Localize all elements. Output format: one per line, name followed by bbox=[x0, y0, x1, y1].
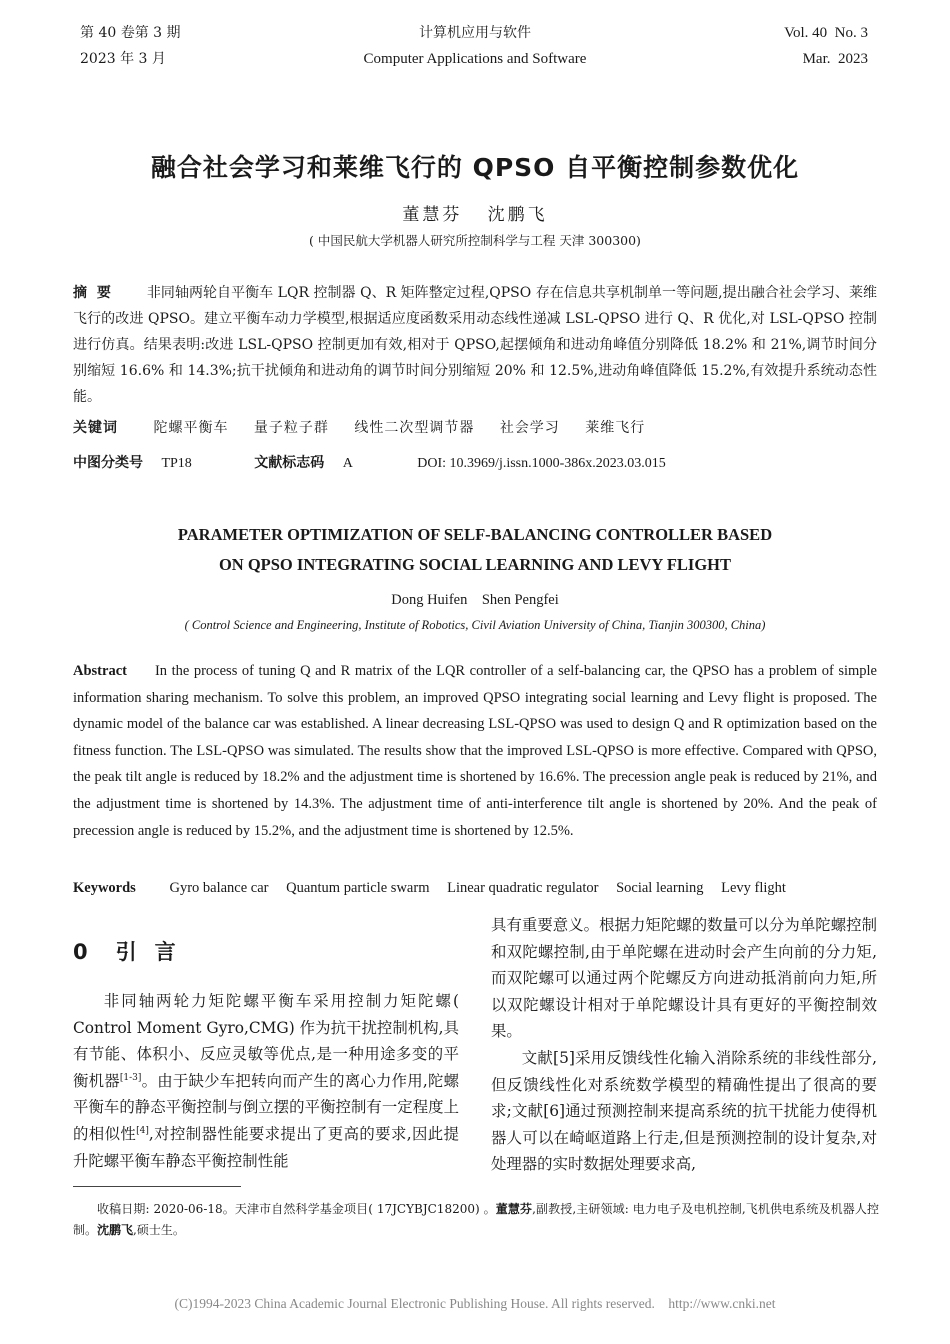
authors-cn: 董慧芬 沈鹏飞 bbox=[402, 205, 548, 225]
body-left-column bbox=[73, 988, 459, 1174]
clc-value: TP18 bbox=[161, 456, 192, 471]
section-number: 0 bbox=[73, 940, 106, 964]
citation[interactable]: [1-3] bbox=[119, 1072, 142, 1083]
footnote bbox=[73, 1199, 879, 1241]
keyword-cn-item: 陀螺平衡车 bbox=[153, 420, 229, 436]
body-right-column bbox=[491, 912, 877, 1178]
journal-volume-cn: 第 40 卷第 3 期 bbox=[80, 25, 181, 41]
keyword-en-item: Quantum particle swarm bbox=[286, 880, 430, 896]
body-text: 。由于缺少车把转向而产生的离心力作用,陀螺平衡车的静态平衡控制与倒立摆的平衡控制有一定程度上的相似性 bbox=[73, 1071, 459, 1143]
body-text: ,对控制器性能要求提出了更高的要求,因此提升陀螺平衡车静态平衡控制性能 bbox=[73, 1124, 459, 1170]
authors-en: Dong Huifen Shen Pengfei bbox=[391, 592, 559, 608]
footnote-author2-info: ,硕士生。 bbox=[133, 1223, 185, 1237]
section-title: 引言 bbox=[115, 940, 194, 964]
abstract-cn-text: 非同轴两轮自平衡车 LQR 控制器 Q、R 矩阵整定过程,QPSO 存在信息共享机制单一等问题,提出融合社会学习、莱维飞行的改进 QPSO。建立平衡车动力学模型,根据适应度函数采用动态线性递减 LSL-QPSO 进行 Q、R 优化,对 LSL-QPSO 控制进行仿真。结果表明:改进 LSL-QPSO 控制更加有效,相对于 QPSO,起摆倾角和进动角峰值分别降低 18.2% 和 21%,调节时间分别缩短 16.6% 和 14.3%;抗干扰倾角和进动角的调节时间分别缩短 20% 和 12.5%,进动角峰值降低 15.2%,有效提升系统动态性能。 bbox=[73, 285, 878, 405]
journal-name-cn: 计算机应用与软件 bbox=[419, 25, 531, 41]
abstract-cn-label: 摘 要 bbox=[73, 285, 111, 301]
body-paragraph: 文献[5]采用反馈线性化输入消除系统的非线性部分,但反馈线性化对系统数学模型的精确性提出了很高的要求;文献[6]通过预测控制来提高系统的抗干扰能力使得机器人可以在崎岖道路上行走,但是预测控制的设计复杂,对处理器的实时数据处理要求高, bbox=[491, 1048, 877, 1174]
clc-label: 中图分类号 bbox=[73, 455, 143, 471]
keywords-en bbox=[73, 880, 877, 897]
keyword-en-item: Gyro balance car bbox=[169, 880, 269, 896]
journal-date-cn: 2023 年 3 月 bbox=[80, 51, 166, 67]
paper-title-en bbox=[0, 520, 950, 580]
journal-date-en: Mar. 2023 bbox=[802, 51, 868, 67]
keyword-cn-item: 线性二次型调节器 bbox=[354, 420, 475, 436]
doc-code-label: 文献标志码 bbox=[254, 455, 325, 471]
affiliation-en: ( Control Science and Engineering, Institute of Robotics, Civil Aviation University of China, Tianjin 300300, China) bbox=[184, 618, 766, 632]
abstract-en bbox=[73, 658, 877, 844]
classification-line bbox=[73, 450, 877, 477]
journal-name-en: Computer Applications and Software bbox=[363, 51, 587, 67]
section-heading bbox=[73, 936, 194, 966]
footnote-author2: 沈鹏飞 bbox=[97, 1223, 134, 1237]
keywords-cn bbox=[73, 415, 877, 441]
paper-title-en-line2: ON QPSO INTEGRATING SOCIAL LEARNING AND LEVY FLIGHT bbox=[218, 555, 732, 574]
abstract-en-text: In the process of tuning Q and R matrix of the LQR controller of a self-balancing car, the QPSO has a problem of simple information sharing mechanism. To solve this problem, an improved QPSO integrating social learning and Levy flight is proposed. The dynamic model of the balance car was established. A linear decreasing LSL-QPSO was used to design Q and R optimization based on the fitness function. The LSL-QPSO was simulated. The results show that the improved LSL-QPSO is more effective. Compared with QPSO, the peak tilt angle is reduced by 18.2% and the adjustment time is shortened by 16.6%. The precession angle peak is reduced by 21%, and the adjustment time is shortened by 14.3%. The adjustment time of anti-interference tilt angle is shortened by 20%. And the peak of precession angle is reduced by 15.2%, and the adjustment time is shortened by 12.5%. bbox=[73, 663, 877, 839]
abstract-cn bbox=[73, 280, 877, 410]
keywords-cn-label: 关键词 bbox=[73, 420, 118, 436]
keyword-cn-item: 莱维飞行 bbox=[585, 420, 646, 436]
body-paragraph: 具有重要意义。根据力矩陀螺的数量可以分为单陀螺控制和双陀螺控制,由于单陀螺在进动时会产生向前的分力矩,而双陀螺可以通过两个陀螺反方向进动抵消前向力矩,所以双陀螺设计相对于单陀螺设计具有更好的平衡控制效果。 bbox=[491, 916, 877, 1041]
keyword-cn-item: 社会学习 bbox=[499, 420, 560, 436]
body-text: 非同轴两轮力矩陀螺平衡车采用控制力矩陀螺( Control Moment Gyro,CMG) 作为抗干扰控制机构,具有节能、体积小、反应灵敏等优点,是一种用途多变的平衡机器 bbox=[73, 992, 459, 1090]
affiliation-cn: ( 中国民航大学机器人研究所控制科学与工程 天津 300300) bbox=[309, 233, 641, 248]
paper-title-cn: 融合社会学习和莱维飞行的 QPSO 自平衡控制参数优化 bbox=[150, 153, 800, 182]
keywords-en-label: Keywords bbox=[73, 880, 136, 896]
keyword-cn-item: 量子粒子群 bbox=[253, 420, 329, 436]
footnote-received: 收稿日期: 2020-06-18。天津市自然科学基金项目( 17JCYBJC18200) 。 bbox=[97, 1202, 496, 1216]
journal-volume-en: Vol. 40 No. 3 bbox=[784, 25, 868, 41]
doi[interactable]: DOI: 10.3969/j.issn.1000-386x.2023.03.015 bbox=[417, 456, 666, 471]
citation[interactable]: [4] bbox=[136, 1125, 149, 1136]
keyword-en-item: Social learning bbox=[616, 880, 704, 896]
paper-title-en-line1: PARAMETER OPTIMIZATION OF SELF-BALANCING CONTROLLER BASED bbox=[177, 525, 773, 544]
doc-code-value: A bbox=[342, 456, 353, 471]
keyword-en-item: Levy flight bbox=[721, 880, 786, 896]
copyright-notice: (C)1994-2023 China Academic Journal Electronic Publishing House. All rights reserved. http://www.cnki.net bbox=[174, 1296, 776, 1311]
footnote-author1-info: ,副教授,主研领域: 电力电子及电机控制,飞机供电系统及机器人控制。 bbox=[73, 1202, 879, 1237]
footnote-divider bbox=[73, 1186, 241, 1187]
abstract-en-label: Abstract bbox=[73, 663, 127, 679]
keyword-en-item: Linear quadratic regulator bbox=[447, 880, 599, 896]
footnote-author1: 董慧芬 bbox=[495, 1202, 533, 1216]
